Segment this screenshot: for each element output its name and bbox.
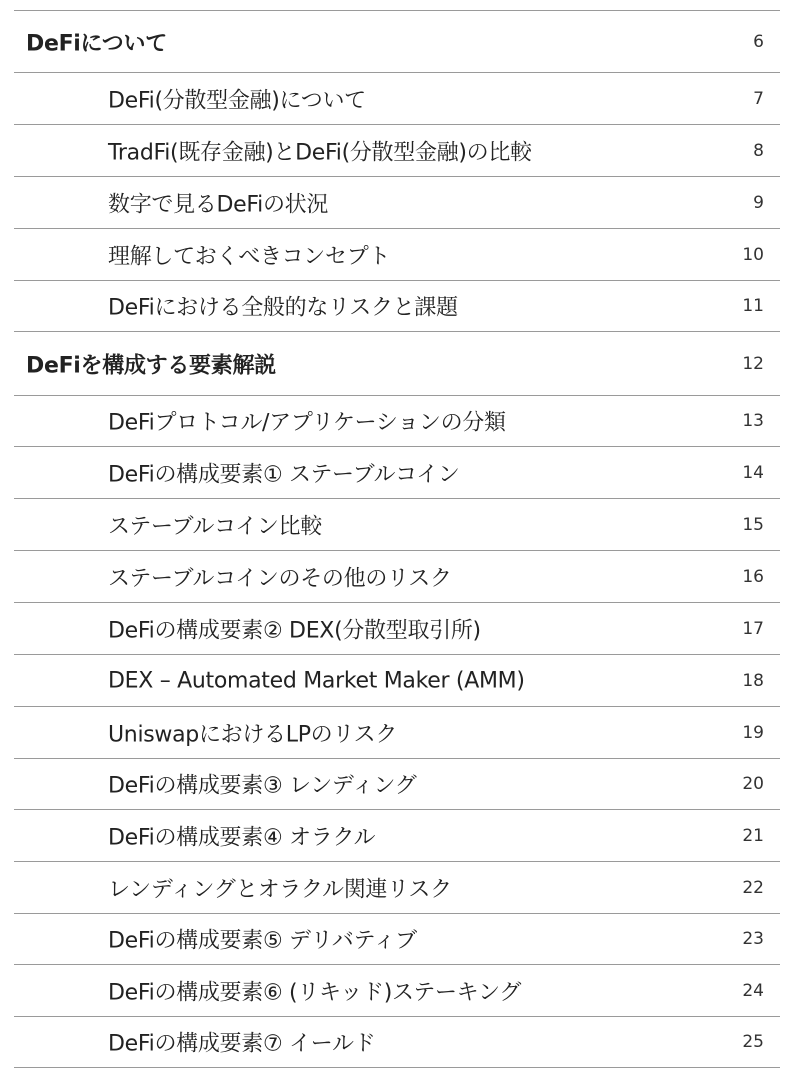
toc-item-row[interactable] xyxy=(14,1017,780,1068)
toc-item-row[interactable] xyxy=(14,603,780,655)
toc-page-number: 20 xyxy=(742,774,764,794)
toc-item-row[interactable] xyxy=(14,447,780,499)
toc-page-number: 15 xyxy=(742,514,764,535)
toc-item-title: レンディングとオラクル関連リスク xyxy=(108,877,452,902)
toc-page-number: 22 xyxy=(742,877,764,898)
toc-page-number: 23 xyxy=(742,929,764,949)
toc-item-row[interactable] xyxy=(14,125,780,177)
toc-item-row[interactable] xyxy=(14,914,780,965)
toc-page-number: 24 xyxy=(742,980,764,1001)
toc-page-number: 19 xyxy=(742,722,764,743)
toc-item-row[interactable] xyxy=(14,759,780,810)
toc-item-title: DeFiの構成要素③ レンディング xyxy=(108,773,417,799)
toc-item-title: DeFiの構成要素④ オラクル xyxy=(108,825,376,850)
toc-item-title: 数字で見るDeFiの状況 xyxy=(108,192,329,217)
table-of-contents xyxy=(14,0,780,1081)
toc-page-number: 6 xyxy=(753,31,764,52)
toc-section-row[interactable] xyxy=(14,332,780,396)
toc-page-number: 8 xyxy=(753,140,764,161)
toc-item-row[interactable] xyxy=(14,810,780,862)
toc-page-number: 11 xyxy=(742,296,764,316)
toc-item-title: ステーブルコイン比較 xyxy=(108,514,322,539)
toc-page-number: 14 xyxy=(742,462,764,483)
toc-item-title: DeFiにおける全般的なリスクと課題 xyxy=(108,295,458,321)
toc-item-title: DeFiの構成要素⑥ (リキッド)ステーキング xyxy=(108,980,522,1005)
toc-page-number: 17 xyxy=(742,618,764,639)
toc-item-row[interactable] xyxy=(14,655,780,707)
toc-page-number: 21 xyxy=(742,825,764,846)
toc-item-row[interactable] xyxy=(14,73,780,125)
toc-item-row[interactable] xyxy=(14,551,780,603)
toc-item-title: ステーブルコインのその他のリスク xyxy=(108,566,452,591)
toc-item-title: DeFiの構成要素⑤ デリバティブ xyxy=(108,928,417,954)
toc-section-row[interactable] xyxy=(14,11,780,73)
toc-item-title: DEX – Automated Market Maker (AMM) xyxy=(108,668,525,693)
toc-item-title: TradFi(既存金融)とDeFi(分散型金融)の比較 xyxy=(108,140,532,165)
toc-item-row[interactable] xyxy=(14,707,780,759)
toc-page-number: 18 xyxy=(742,670,764,691)
toc-item-title: DeFiプロトコル/アプリケーションの分類 xyxy=(108,410,506,436)
toc-item-row[interactable] xyxy=(14,499,780,551)
toc-item-row[interactable] xyxy=(14,965,780,1017)
toc-page-number: 13 xyxy=(742,411,764,431)
toc-item-row[interactable] xyxy=(14,396,780,447)
toc-page-number: 12 xyxy=(742,353,764,374)
toc-page-number: 10 xyxy=(742,244,764,265)
toc-item-row[interactable] xyxy=(14,281,780,332)
toc-page-number: 9 xyxy=(753,192,764,213)
toc-section-title: DeFiについて xyxy=(26,31,167,56)
toc-item-title: DeFiの構成要素① ステーブルコイン xyxy=(108,462,460,487)
toc-item-title: DeFiの構成要素⑦ イールド xyxy=(108,1031,376,1057)
toc-item-row[interactable] xyxy=(14,177,780,229)
toc-item-row[interactable] xyxy=(14,862,780,914)
toc-item-title: UniswapにおけるLPのリスク xyxy=(108,722,398,747)
toc-page-number: 7 xyxy=(753,88,764,109)
toc-item-title: DeFi(分散型金融)について xyxy=(108,88,366,113)
toc-item-title: DeFiの構成要素② DEX(分散型取引所) xyxy=(108,618,481,643)
toc-item-title: 理解しておくべきコンセプト xyxy=(108,244,391,269)
toc-section-title: DeFiを構成する要素解説 xyxy=(26,353,276,378)
toc-page-number: 16 xyxy=(742,566,764,587)
toc-page-number: 25 xyxy=(742,1032,764,1052)
toc-item-row[interactable] xyxy=(14,229,780,281)
